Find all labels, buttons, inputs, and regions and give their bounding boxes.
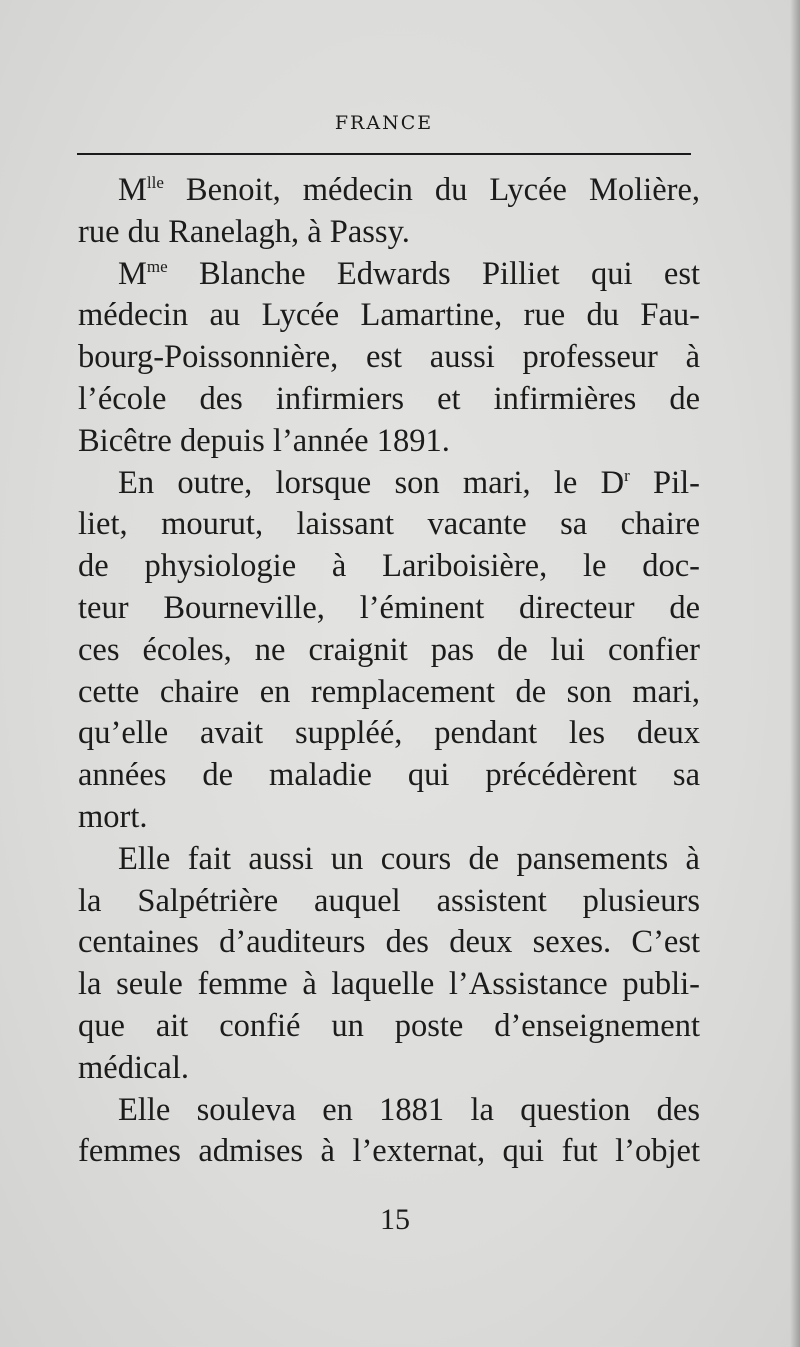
- text-line: [78, 170, 700, 212]
- text-line: [78, 1131, 700, 1173]
- header-rule: [77, 153, 691, 155]
- text-line: [78, 379, 700, 421]
- text-line: [78, 1090, 700, 1132]
- page-number: 15: [380, 1203, 410, 1236]
- text-line: [78, 881, 700, 923]
- text-line: [78, 1048, 700, 1090]
- text-line: [78, 1006, 700, 1048]
- superscript-abbrev: me: [146, 256, 168, 276]
- running-head: FRANCE: [334, 112, 434, 134]
- page-edge-shadow: [790, 0, 800, 1347]
- text-line-content: l’école des infirmiers et infirmières de: [78, 380, 700, 417]
- text-line: [78, 630, 700, 672]
- text-line: [78, 672, 700, 714]
- text-line-content: cette chaire en remplacement de son mari,: [78, 673, 700, 710]
- text-line-content: Elle souleva en 1881 la question des: [118, 1091, 700, 1128]
- text-line: [78, 337, 700, 379]
- text-line-content: ces écoles, ne craignit pas de lui confier: [78, 631, 700, 668]
- text-line-content: femmes admises à l’externat, qui fut l’objet: [78, 1133, 700, 1170]
- text-line-content: de physiologie à Lariboisière, le doc-: [78, 548, 700, 585]
- text-line-content: rue du Ranelagh, à Passy.: [78, 213, 410, 250]
- text-line-content: Elle fait aussi un cours de pansements à: [118, 840, 700, 877]
- text-line-content: liet, mourut, laissant vacante sa chaire: [78, 506, 700, 543]
- text-line: [78, 546, 700, 588]
- text-line-content: médical.: [78, 1049, 189, 1086]
- text-line-content: Benoit, médecin du Lycée Molière,: [163, 172, 700, 208]
- text-line-content: qu’elle avait suppléé, pendant les deux: [78, 715, 700, 752]
- text-line: [78, 504, 700, 546]
- text-line: [78, 839, 700, 881]
- text-line: [78, 254, 700, 296]
- text-line-content: Blanche Edwards Pilliet qui est: [167, 255, 700, 292]
- text-line-content: la seule femme à laquelle l’Assistance publi-: [78, 966, 700, 1003]
- text-line-content: années de maladie qui précédèrent sa: [78, 757, 700, 794]
- text-line-content: bourg-Poissonnière, est aussi professeur à: [78, 339, 700, 376]
- text-line: [78, 755, 700, 797]
- text-line: [78, 295, 700, 337]
- text-line-content: mort.: [78, 798, 148, 835]
- text-line: [78, 922, 700, 964]
- text-line-content: Bicêtre depuis l’année 1891.: [78, 422, 450, 459]
- superscript-abbrev: r: [624, 465, 630, 485]
- body-text: [78, 170, 700, 1173]
- text-line: [78, 964, 700, 1006]
- text-line-content: centaines d’auditeurs des deux sexes. C’est: [78, 924, 700, 961]
- text-line: [78, 588, 700, 630]
- text-line-content: Pil-: [629, 464, 700, 501]
- text-line: [78, 713, 700, 755]
- text-line-content: teur Bourneville, l’éminent directeur de: [78, 589, 700, 626]
- text-line-lead: En outre, lorsque son mari, le D: [118, 464, 625, 501]
- text-line-content: médecin au Lycée Lamartine, rue du Fau-: [78, 297, 700, 334]
- text-line-lead: M: [118, 172, 147, 208]
- text-line: [78, 421, 700, 463]
- text-line-lead: M: [118, 255, 147, 292]
- superscript-abbrev: lle: [146, 173, 164, 192]
- text-line: [78, 797, 700, 839]
- text-line-content: que ait confié un poste d’enseignement: [78, 1007, 700, 1044]
- text-line-content: la Salpétrière auquel assistent plusieurs: [78, 882, 700, 919]
- text-line: [78, 212, 700, 254]
- text-line: [78, 463, 700, 505]
